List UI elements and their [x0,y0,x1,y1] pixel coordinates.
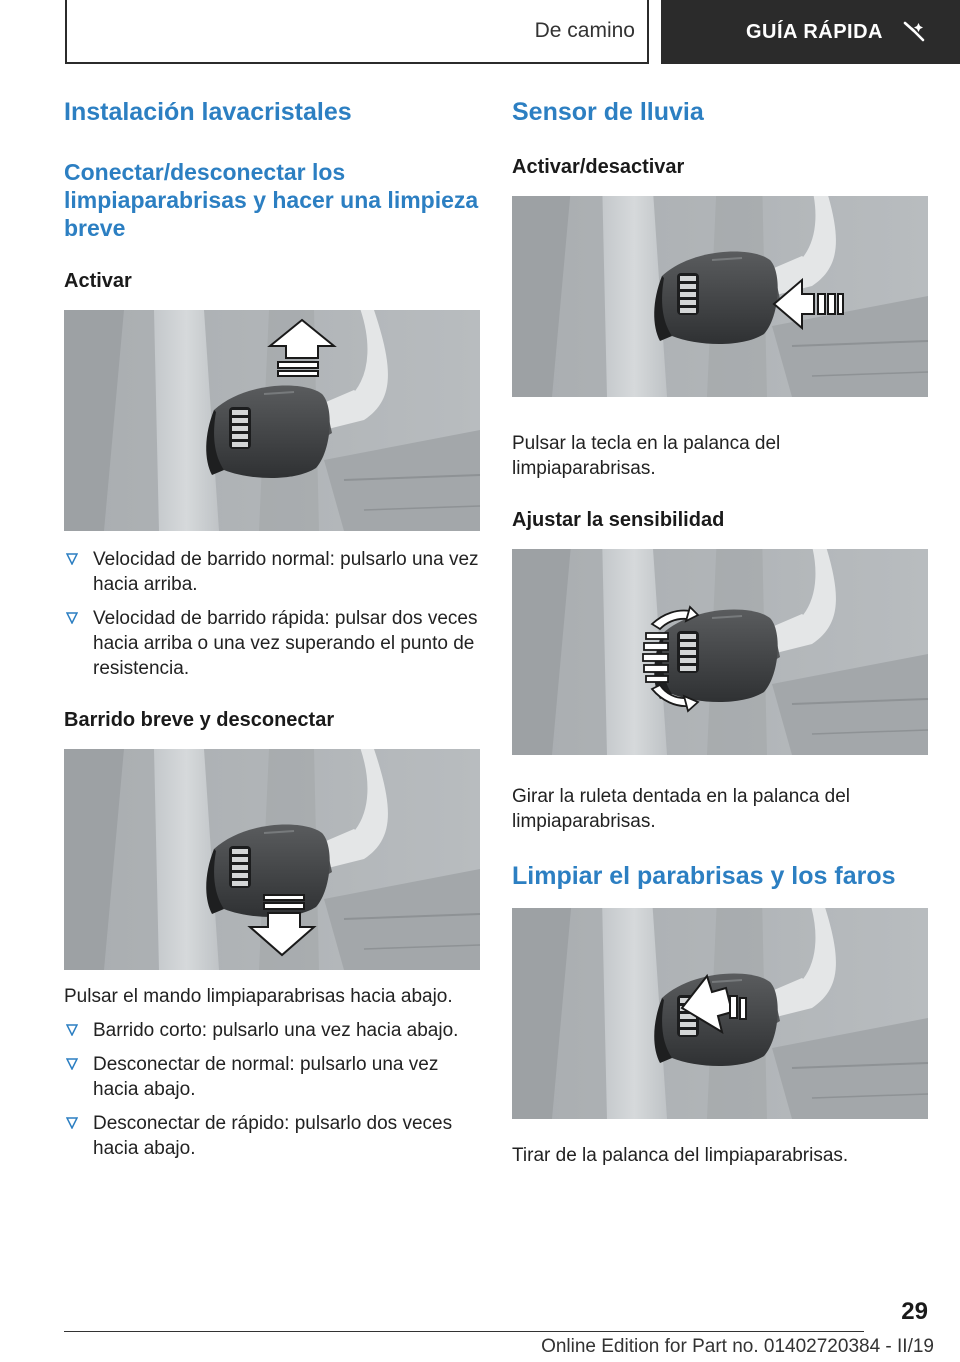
list-item: Desconectar de rápido: pulsarlo dos veces hacia abajo. [64,1111,480,1161]
brief-list [64,1018,480,1161]
page-number: 29 [901,1298,928,1325]
rain-heading: Activar/desactivar [512,156,685,178]
header-section [65,0,649,64]
brief-heading: Barrido breve y desconectar [64,709,335,731]
list-item: Velocidad de barrido normal: pulsarlo una vez hacia arriba. [64,547,480,597]
figure-stalk-rotate-wheel [512,549,928,770]
list-item: Velocidad de barrido rápida: pulsar dos veces hacia arriba o una vez superando el punto de resistencia. [64,606,480,681]
figure-stalk-press-button [512,196,928,417]
subsection-title: Conectar/desconectar los limpiaparabrisas y hacer una limpieza breve [64,159,479,241]
figure-stalk-pull [512,908,928,1129]
triangle-bullet-icon [66,1024,78,1036]
list-item: Barrido corto: pulsarlo una vez hacia abajo. [64,1018,480,1043]
list-item: Desconectar de normal: pulsarlo una vez hacia abajo. [64,1052,480,1102]
section-label: De camino [534,19,635,42]
left-column [64,96,480,1161]
footer-divider [64,1331,864,1332]
rain-text: Pulsar la tecla en la palanca del limpiaparabrisas. [512,433,781,479]
guide-label: GUÍA RÁPIDA [746,20,883,43]
cleaning-title: Limpiar el parabrisas y los faros [512,862,896,890]
sensitivity-heading: Ajustar la sensibilidad [512,509,725,531]
right-column [512,96,928,1168]
header-quick-guide [661,0,960,64]
brief-text: Pulsar el mando limpiaparabrisas hacia abajo. [64,986,453,1007]
triangle-bullet-icon [66,553,78,565]
section-title: Instalación lavacristales [64,98,352,126]
cleaning-text: Tirar de la palanca del limpiaparabrisas. [512,1145,849,1166]
activate-heading: Activar [64,270,132,292]
triangle-bullet-icon [66,612,78,624]
rain-sensor-title: Sensor de lluvia [512,98,704,126]
activate-list [64,547,480,681]
magic-wand-icon [903,21,925,43]
edition-footer: Online Edition for Part no. 01402720384 - II/19 [541,1336,934,1357]
sensitivity-text: Girar la ruleta dentada en la palanca del limpiaparabrisas. [512,786,851,832]
figure-stalk-push-down [64,749,480,970]
triangle-bullet-icon [66,1117,78,1129]
figure-stalk-push-up [64,310,480,531]
triangle-bullet-icon [66,1058,78,1070]
